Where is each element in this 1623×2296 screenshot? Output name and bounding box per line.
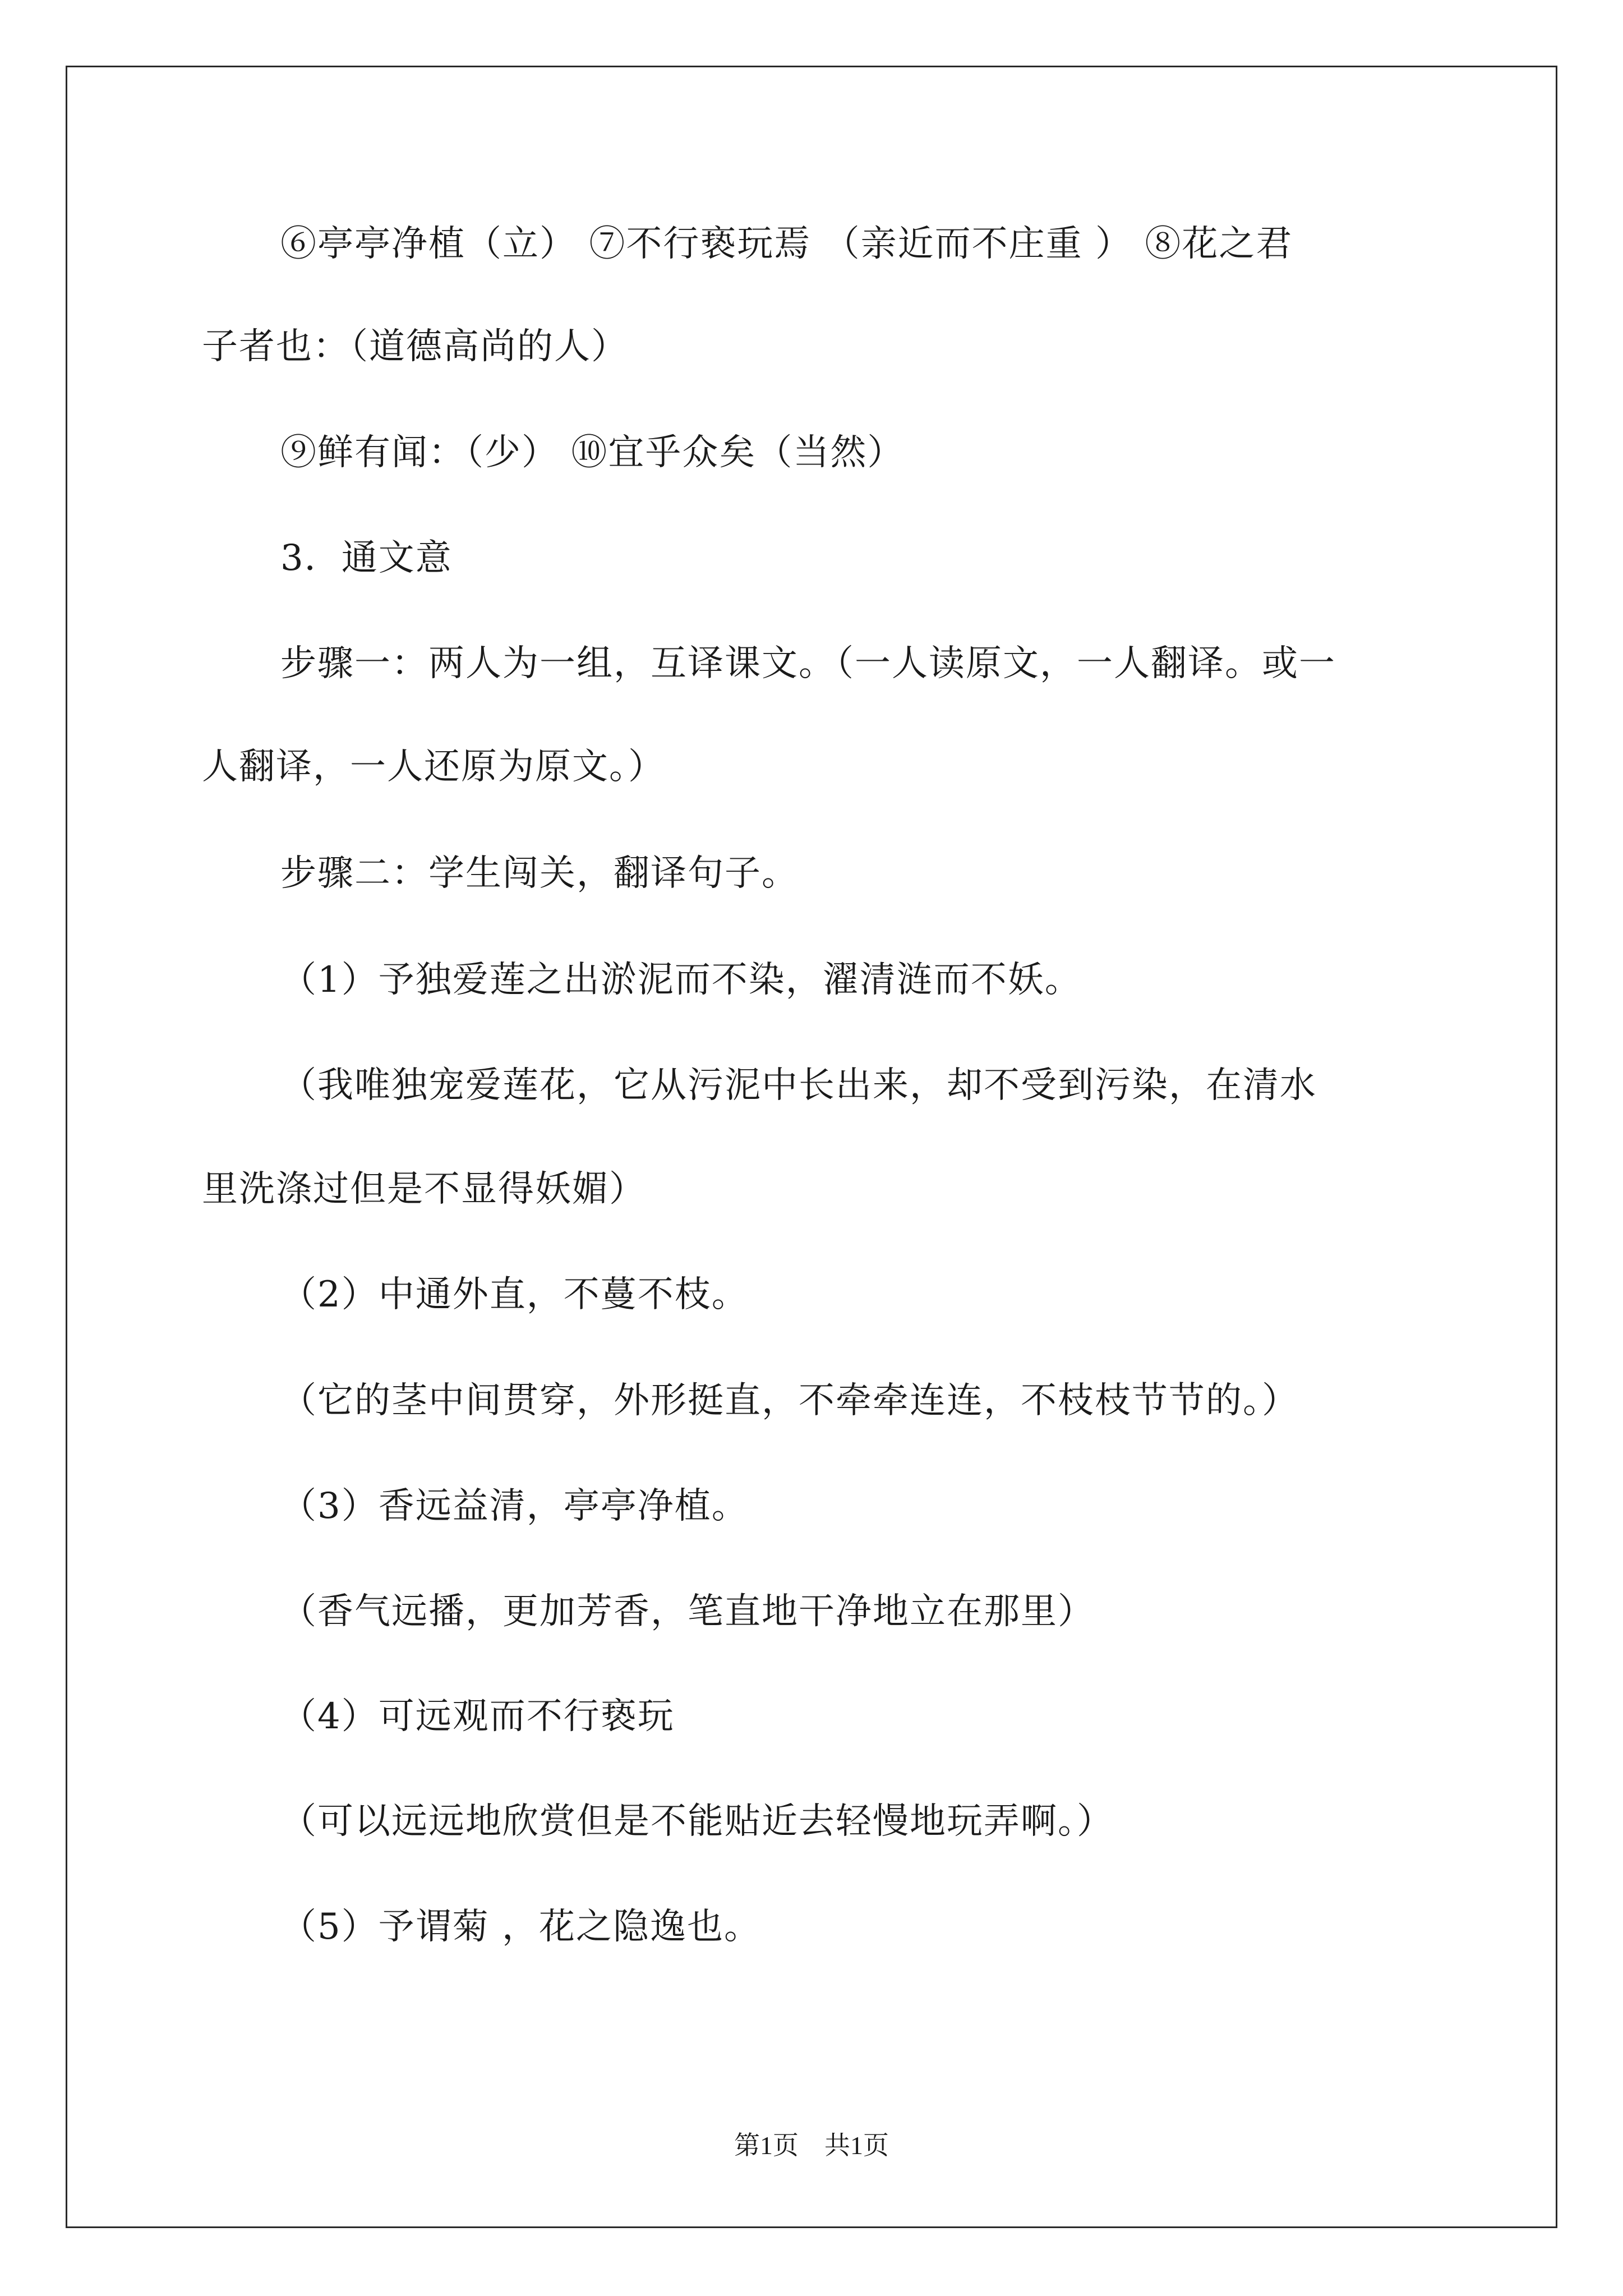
translation-1-part-1: （我唯独宠爱莲花，它从污泥中长出来，却不受到污染，在清水 xyxy=(280,1065,1317,1106)
section-heading: 3．通文意 xyxy=(280,537,453,579)
sentence-3: （3）香远益清，亭亭净植。 xyxy=(280,1485,749,1527)
text-line-2: 子者也：（道德高尚的人） xyxy=(202,326,628,367)
sentence-2: （2）中通外直，不蔓不枝。 xyxy=(280,1274,749,1315)
text-line-7: 步骤二：学生闯关，翻译句子。 xyxy=(280,853,799,894)
text-line-1: ⑥亭亭净植（立） ⑦不行亵玩焉 （亲近而不庄重 ） ⑧花之君 xyxy=(280,223,1293,265)
translation-4: （可以远远地欣赏但是不能贴近去轻慢地玩弄啊。） xyxy=(280,1801,1114,1842)
translation-3: （香气远播，更加芳香，笔直地干净地立在那里） xyxy=(280,1591,1095,1632)
text-line-5: 步骤一：两人为一组，互译课文。（一人读原文，一人翻译。或一 xyxy=(280,643,1336,684)
sentence-4: （4）可远观而不行亵玩 xyxy=(280,1696,675,1737)
text-line-6: 人翻译，一人还原为原文。） xyxy=(202,746,665,788)
text-line-3: ⑨鲜有闻：（少） ⑩宜乎众矣（当然） xyxy=(280,432,905,473)
translation-1-part-2: 里洗涤过但是不显得妖媚） xyxy=(202,1168,646,1210)
page-footer: 第1页 共1页 xyxy=(734,2131,889,2160)
sentence-1: （1）予独爱莲之出淤泥而不染，濯清涟而不妖。 xyxy=(280,959,1082,1001)
translation-2: （它的茎中间贯穿，外形挺直，不牵牵连连，不枝枝节节的。） xyxy=(280,1380,1299,1421)
sentence-5: （5）予谓菊 ，花之隐逸也。 xyxy=(280,1906,762,1948)
page-border xyxy=(66,66,1557,2228)
